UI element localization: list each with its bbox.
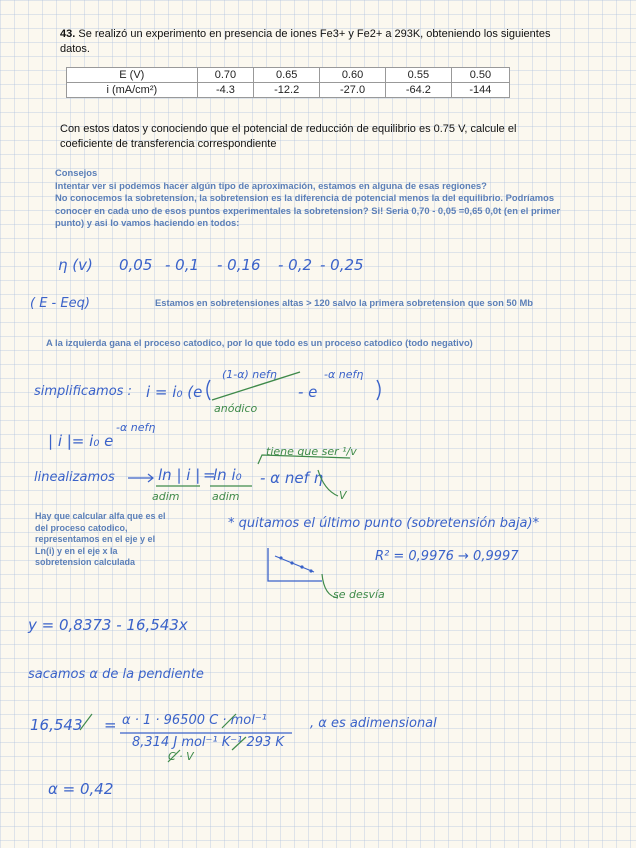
- prompt-line2: coeficiente de transferencia correspondiente: [60, 138, 277, 150]
- table-cell: -27.0: [320, 83, 386, 98]
- data-table: [66, 67, 510, 98]
- simplificamos-label: simplificamos :: [34, 384, 132, 399]
- quitamos-note: * quitamos el último punto (sobretensión baja)*: [228, 516, 540, 531]
- sacamos-line: sacamos α de la pendiente: [28, 667, 204, 682]
- i-equals: i = i₀ (e: [146, 383, 203, 401]
- mini-plot-point: [309, 569, 312, 572]
- cv-units: C · V: [168, 750, 194, 763]
- fraction-denominator: 8,314 J mol⁻¹ K⁻¹ 293 K: [132, 735, 284, 750]
- table-cell: -64.2: [385, 83, 451, 98]
- table-cell: -144: [451, 83, 509, 98]
- v-unit-label: V: [339, 489, 347, 502]
- minus-alpha-term: - α nef η: [260, 469, 324, 487]
- table-cell: 0.65: [254, 68, 320, 83]
- question-prompt: [60, 122, 560, 152]
- eta-label: η (v): [58, 256, 93, 274]
- minus-e: - e: [298, 383, 318, 401]
- linealizamos-label: linealizamos: [34, 470, 115, 485]
- question-line2: datos.: [60, 43, 90, 55]
- exp-anodic: (1-α) nefη: [222, 368, 277, 381]
- tiene-que-ser: tiene que ser ¹/v: [266, 445, 357, 458]
- table-cell: 0.50: [451, 68, 509, 83]
- fraction-equals: =: [104, 716, 117, 734]
- table-cell: -4.3: [197, 83, 254, 98]
- fraction-numerator: α · 1 · 96500 C · mol⁻¹: [122, 713, 267, 728]
- table-row: [67, 83, 510, 98]
- se-desvia-label: se desvía: [333, 588, 385, 601]
- eta-value: 0,05: [119, 256, 153, 274]
- eta-value: - 0,2: [278, 256, 313, 274]
- equals-sign: =: [203, 466, 216, 484]
- ln-i: ln | i |: [158, 466, 201, 484]
- adim-label: adim: [152, 490, 180, 503]
- mini-plot-line: [275, 556, 314, 572]
- note-alfa: [35, 511, 195, 569]
- abs-i-eq: | i |= i₀ e: [48, 432, 114, 450]
- exp-cathodic: -α nefη: [324, 368, 364, 381]
- question-line1: Se realizó un experimento en presencia de iones Fe3+ y Fe2+ a 293K, obteniendo los siguientes: [78, 28, 551, 40]
- mini-plot-axes: [268, 548, 322, 581]
- tips-line4: punto) y asi lo vamos haciendo en todos:: [55, 217, 240, 228]
- eta-value: - 0,16: [217, 256, 261, 274]
- note-izquierda: A la izquierda gana el proceso catodico, por lo que todo es un proceso catodico (todo negativo): [46, 337, 473, 348]
- arrow-head-icon: [148, 474, 153, 482]
- exp-abs: -α nefη: [116, 421, 156, 434]
- paren-icon: [207, 380, 210, 400]
- tips-line2: No conocemos la sobretension, la sobretension es la diferencia de potencial menos la del equilibrio. Podríamos: [55, 192, 555, 203]
- note-sobretensiones: Estamos en sobretensiones altas > 120 salvo la primera sobretension que son 50 Mb: [155, 297, 534, 308]
- table-cell: 0.70: [197, 68, 254, 83]
- eta-value: - 0,25: [320, 256, 364, 274]
- mini-plot-point: [300, 565, 303, 568]
- paren-icon: [377, 380, 380, 400]
- alpha-result: α = 0,42: [48, 780, 114, 798]
- mini-plot-point: [279, 556, 282, 559]
- mini-plot-point: [290, 561, 293, 564]
- note-alfa-line: Hay que calcular alfa que es el: [35, 511, 166, 521]
- ln-io: ln i₀: [213, 466, 242, 484]
- table-cell: 0.55: [385, 68, 451, 83]
- r2-value: R² = 0,9976 → 0,9997: [375, 549, 519, 564]
- tips-block: [55, 167, 615, 230]
- tips-line1: Intentar ver si podemos hacer algún tipo de aproximación, estamos en alguna de esas regiones?: [55, 179, 487, 191]
- question-number: 43.: [60, 28, 76, 40]
- table-cell: E (V): [67, 68, 198, 83]
- table-row: [67, 68, 510, 83]
- note-alfa-line: representamos en el eje y el: [35, 534, 156, 544]
- question-text: [60, 27, 560, 57]
- adim-label: adim: [212, 490, 240, 503]
- tips-line3: conocer en cada uno de esos puntos experimentales la sobretension? Si! Seria 0,70 - 0,05 =0,65 0,0t (en el primer: [55, 204, 561, 216]
- eta-value: - 0,1: [165, 256, 200, 274]
- note-alfa-line: del proceso catodico,: [35, 522, 128, 533]
- anodico-label: anódico: [214, 402, 258, 415]
- e-minus-eeq: ( E - Eeq): [30, 296, 90, 311]
- adimensional-note: , α es adimensional: [310, 716, 437, 731]
- regression-equation: y = 0,8373 - 16,543x: [28, 616, 188, 634]
- note-alfa-line: sobretension calculada: [35, 557, 136, 567]
- table-cell: 0.60: [320, 68, 386, 83]
- slope-value: 16,543: [30, 716, 83, 734]
- table-cell: -12.2: [254, 83, 320, 98]
- tips-heading: Consejos: [55, 167, 98, 178]
- prompt-line1: Con estos datos y conociendo que el potencial de reducción de equilibrio es 0.75 V, calcule el: [60, 123, 517, 135]
- note-alfa-line: Ln(i) y en el eje x la: [35, 545, 118, 556]
- table-cell: i (mA/cm²): [67, 83, 198, 98]
